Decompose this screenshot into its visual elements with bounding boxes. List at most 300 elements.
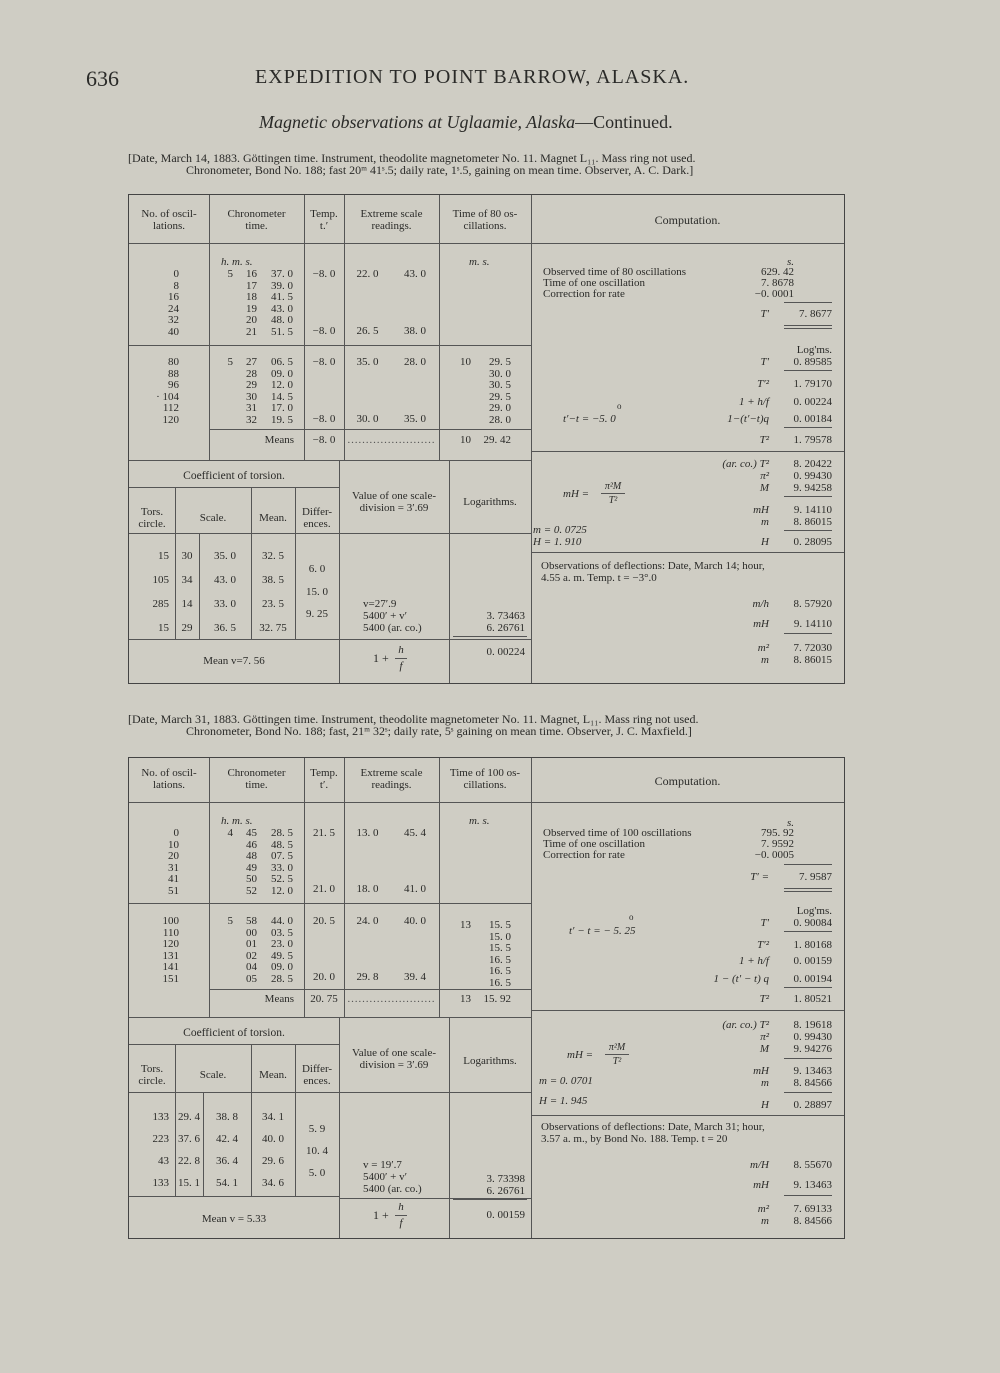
- cell: 48. 5: [271, 838, 293, 851]
- h-line: cillations.: [463, 778, 507, 791]
- cell: 28. 5: [271, 972, 293, 985]
- b1s2-time-s: [475, 357, 511, 426]
- cell: 10: [460, 356, 471, 368]
- log-label: m: [761, 516, 769, 528]
- cell: 21: [246, 325, 257, 338]
- h-value-scale: [339, 491, 449, 514]
- b1s2-m: [237, 357, 257, 426]
- cell: 15: [158, 622, 169, 634]
- log-value: 9. 94258: [793, 482, 832, 494]
- cell: 38. 8: [216, 1111, 238, 1123]
- h-diff: [295, 1064, 339, 1087]
- h-mean: Mean.: [259, 1069, 287, 1081]
- rule: [784, 370, 832, 371]
- frac-bar: [601, 493, 625, 494]
- cell: 10: [168, 838, 179, 851]
- rule: [251, 487, 252, 639]
- b2s2-m: [237, 916, 257, 985]
- means-time-s: 29. 42: [483, 434, 511, 446]
- defl-label: m/H: [750, 1159, 769, 1171]
- cell: 38. 0: [404, 325, 426, 337]
- cell: 32: [168, 314, 179, 326]
- cell: 43: [158, 1155, 169, 1167]
- defl-value: 8. 55670: [793, 1159, 832, 1171]
- cell: 18. 0: [356, 883, 379, 895]
- mH-eq: mH =: [567, 1049, 594, 1061]
- means-temp: 20. 75: [310, 993, 338, 1005]
- cell: 131: [162, 949, 179, 962]
- log-label: T²: [759, 434, 769, 446]
- h-time-osc: [439, 768, 531, 791]
- rule: [129, 1017, 531, 1018]
- v-5400: 5400′ + v′: [363, 610, 408, 622]
- t-minus-t: t′ − t = − 5. 25: [569, 925, 636, 937]
- cell: 19: [246, 302, 257, 315]
- defl-label: mH: [753, 618, 769, 630]
- means-temp: −8. 0: [312, 434, 336, 446]
- units-ms: m. s.: [469, 815, 490, 827]
- cell: 29. 8: [356, 971, 379, 983]
- rule: [784, 530, 832, 531]
- h-logs: Logarithms.: [463, 496, 517, 508]
- frac-f: f: [399, 660, 403, 672]
- cell: 34. 1: [262, 1111, 284, 1123]
- defl-label: m: [761, 654, 769, 666]
- rule: [129, 1092, 531, 1093]
- rule: [784, 1195, 832, 1196]
- cell: 21. 5: [313, 827, 335, 839]
- comp-line-label: Time of one oscillation: [543, 838, 645, 850]
- units-hms: h. m. s.: [221, 256, 253, 268]
- log-b: 6. 26761: [486, 1185, 525, 1197]
- cell: 0: [173, 827, 179, 839]
- log-value: 1. 80521: [793, 993, 832, 1005]
- cell: 36. 4: [216, 1155, 238, 1167]
- cell: 39. 4: [404, 971, 426, 983]
- dotted-filler: ……………………: [347, 434, 435, 446]
- rule: [531, 758, 532, 1238]
- rule: [531, 1010, 844, 1011]
- cell: 151: [162, 972, 179, 985]
- tprime-value: 7. 8677: [799, 308, 832, 320]
- cell: 29. 5: [489, 390, 511, 403]
- h-temp: [304, 768, 344, 791]
- cell: 133: [152, 1177, 169, 1189]
- mH-num: π²M: [604, 481, 622, 492]
- log-label: m: [761, 1077, 769, 1089]
- cell: 15. 1: [178, 1177, 200, 1189]
- cell: 22. 0: [356, 268, 379, 280]
- cell: · 104: [156, 390, 179, 403]
- cell: 14: [181, 598, 193, 610]
- log-a: 3. 73398: [486, 1173, 525, 1185]
- cell: 80: [168, 356, 179, 368]
- one-plus: 1 +: [373, 1208, 389, 1222]
- log-label: T′: [760, 356, 769, 368]
- cell: 54. 1: [216, 1177, 238, 1189]
- h-line: Extreme scale: [360, 767, 423, 779]
- rule: [209, 195, 210, 460]
- h-line: Time of 100 os-: [449, 767, 521, 779]
- cell: 29. 5: [489, 356, 511, 368]
- cell: 21. 0: [313, 883, 335, 895]
- cell: 20: [246, 314, 257, 326]
- h-line: division = 3′.69: [359, 501, 429, 514]
- cell: 13. 0: [356, 827, 379, 839]
- b2s1-osc: [139, 828, 179, 897]
- defl-label: m/h: [752, 598, 769, 610]
- cell: 14. 5: [271, 390, 293, 403]
- cell: −8. 0: [312, 268, 336, 280]
- h-line: readings.: [371, 778, 412, 791]
- b1s1-h: [221, 269, 233, 281]
- b2s1-s: [257, 828, 293, 897]
- cell: 31: [246, 402, 257, 414]
- rule: [439, 758, 440, 1017]
- v-arco: 5400 (ar. co.): [363, 1183, 422, 1195]
- defl-label: m: [761, 1215, 769, 1227]
- means-label: Means: [264, 993, 294, 1005]
- rule: [129, 460, 531, 461]
- log-label: H: [761, 1099, 769, 1111]
- b1s1-m: [237, 269, 257, 338]
- comp-line-label: Correction for rate: [543, 288, 625, 300]
- cell: 24: [168, 302, 179, 315]
- cell: 105: [152, 574, 169, 586]
- mean-v: Mean v = 5.33: [201, 1213, 267, 1225]
- cell: 26. 5: [356, 325, 379, 337]
- rule: [784, 633, 832, 634]
- h-line: circle.: [138, 517, 166, 530]
- b2s2-osc: [139, 916, 179, 985]
- h-line: Chronometer: [227, 767, 286, 779]
- dotted-filler: ……………………: [347, 993, 435, 1005]
- cell: 09. 0: [271, 367, 293, 380]
- log-value: 0. 00184: [793, 413, 832, 425]
- b1s2-osc: [139, 357, 179, 426]
- h-oscillations: [129, 209, 209, 232]
- subtitle-tail: —Continued.: [575, 112, 673, 132]
- log-c: 0. 00224: [486, 646, 525, 658]
- cell: 15. 0: [306, 586, 328, 598]
- h-chronometer: [209, 768, 304, 791]
- defl-label: mH: [753, 1179, 769, 1191]
- h-line: t.′: [319, 219, 329, 232]
- cell: 07. 5: [271, 850, 293, 862]
- cell: 16: [246, 268, 257, 280]
- log-label: (ar. co.) T²: [722, 458, 769, 470]
- cell: 02: [246, 949, 257, 962]
- cell: 28: [246, 367, 257, 380]
- torsion-title: Coefficient of torsion.: [183, 470, 285, 482]
- cell: 36. 5: [214, 622, 236, 634]
- log-c: 0. 00159: [486, 1209, 525, 1221]
- H-value: H = 1. 945: [539, 1095, 588, 1107]
- cell: 04: [246, 961, 257, 973]
- cell: 16: [168, 291, 179, 303]
- cell: 112: [162, 402, 179, 414]
- comp-line-value: 795. 92: [761, 827, 794, 839]
- h-line: circle.: [138, 1074, 166, 1087]
- rule: [129, 345, 531, 346]
- cell: 48. 0: [271, 314, 293, 326]
- cell: 5: [227, 268, 233, 280]
- h-line: Time of 80 os-: [452, 208, 518, 220]
- log-value: 1. 79578: [793, 434, 832, 446]
- rule: [784, 987, 832, 988]
- cell: 45: [246, 827, 257, 839]
- h-extreme: [344, 209, 439, 232]
- rule: [531, 195, 532, 683]
- h-line: division = 3′.69: [359, 1058, 429, 1071]
- cell: 20. 0: [313, 971, 335, 983]
- log-a: 3. 73463: [486, 610, 525, 622]
- h-line: time.: [245, 778, 268, 791]
- cell: 43. 0: [214, 574, 236, 586]
- log-value: 8. 86015: [793, 516, 832, 528]
- log-label: (ar. co.) T²: [722, 1019, 769, 1031]
- defl-label: m²: [757, 642, 769, 654]
- rule: [449, 1017, 450, 1238]
- cell: 32. 5: [262, 550, 284, 562]
- cell: 31: [168, 861, 179, 874]
- b1s1-osc: [139, 269, 179, 338]
- deflection-line2: 3.57 a. m., by Bond No. 188. Temp. t = 20: [541, 1133, 728, 1145]
- h-line: Temp.: [310, 208, 338, 220]
- h-line: Differ-: [301, 506, 333, 518]
- rule: [129, 487, 339, 488]
- log-label: 1 + h/f: [738, 955, 769, 967]
- b2s2-time-s: [475, 920, 511, 989]
- cell: 29. 6: [262, 1155, 284, 1167]
- cell: 09. 0: [271, 961, 293, 973]
- cell: 29. 0: [489, 402, 511, 414]
- log-value: 0. 99430: [793, 1031, 832, 1043]
- s-unit: s.: [786, 817, 794, 829]
- cell: 16. 5: [489, 976, 511, 989]
- cell: 27: [246, 356, 257, 368]
- cell: 40. 0: [262, 1133, 284, 1145]
- log-value: 9. 13463: [793, 1065, 832, 1077]
- cell: 41. 0: [404, 883, 426, 895]
- log-label: mH: [753, 504, 769, 516]
- cell: 16. 5: [489, 953, 511, 966]
- units-ms: m. s.: [469, 256, 490, 268]
- b2s2-h: [221, 916, 233, 928]
- cell: 37. 6: [178, 1133, 200, 1145]
- cell: 48: [246, 850, 257, 862]
- cell: 34. 6: [262, 1177, 284, 1189]
- defl-value: 7. 72030: [793, 642, 832, 654]
- rule: [129, 1196, 339, 1197]
- cell: 15. 0: [489, 930, 511, 943]
- cell: 12. 0: [271, 379, 293, 391]
- cell: −8. 0: [312, 325, 336, 337]
- h-line: time.: [245, 219, 268, 232]
- cell: 5. 9: [308, 1123, 326, 1135]
- cell: 30. 5: [489, 379, 511, 391]
- double-rule: [784, 888, 832, 892]
- H-value: H = 1. 910: [533, 536, 582, 548]
- cell: 13: [460, 919, 471, 931]
- one-plus: 1 +: [373, 651, 389, 665]
- cell: 5: [227, 356, 233, 368]
- mH-den: T²: [612, 1056, 622, 1067]
- m-value: m = 0. 0701: [539, 1075, 593, 1087]
- log-label: H: [761, 536, 769, 548]
- b2s2-s: [257, 916, 293, 985]
- frac-f: f: [399, 1217, 403, 1229]
- log-value: 9. 94276: [793, 1043, 832, 1055]
- log-value: 1. 79170: [793, 378, 832, 390]
- rule: [453, 1199, 527, 1200]
- cell: 6. 0: [308, 563, 326, 575]
- log-label: M: [759, 482, 769, 494]
- frac-bar: [605, 1054, 629, 1055]
- cell: 15. 5: [489, 919, 511, 931]
- block2-info-line1: [Date, March 31, 1883. Göttingen time. Instrument, theodolite magnetometer No. 11. Magnet, L₁₁. Mass ring not used.: [128, 712, 699, 726]
- cell: 223: [152, 1133, 169, 1145]
- v-arco: 5400 (ar. co.): [363, 622, 422, 634]
- log-b: 6. 26761: [486, 622, 525, 634]
- units-hms: h. m. s.: [221, 815, 253, 827]
- v-5400: 5400′ + v′: [363, 1171, 408, 1183]
- cell: 18: [246, 291, 257, 303]
- double-rule: [784, 325, 832, 329]
- h-line: readings.: [371, 219, 412, 232]
- rule: [129, 1044, 339, 1045]
- log-label: π²: [760, 470, 769, 482]
- defl-value: 8. 57920: [793, 598, 832, 610]
- logms: Log'ms.: [796, 344, 832, 356]
- cell: 05: [246, 972, 257, 985]
- log-label: mH: [753, 1065, 769, 1077]
- subtitle-italic: Magnetic observations at Uglaamie, Alaska: [259, 112, 576, 132]
- defl-value: 9. 14110: [793, 618, 832, 630]
- tprime-label: T′: [760, 308, 769, 320]
- v-value: v=27′.9: [363, 598, 397, 610]
- block2-info-line2: Chronometer, Bond No. 188; fast, 21ᵐ 32ˢ; daily rate, 5ˢ gaining on mean time. Observer, J. C. Maxfield.]: [186, 724, 692, 738]
- cell: 40: [168, 325, 179, 338]
- h-tors-circle: [129, 507, 175, 530]
- cell: 110: [162, 926, 179, 939]
- h-line: lations.: [152, 778, 186, 791]
- cell: 52: [246, 884, 257, 897]
- comp-line-label: Time of one oscillation: [543, 277, 645, 289]
- cell: 30. 0: [489, 367, 511, 380]
- means-time-m: 10: [460, 434, 471, 446]
- cell: 20. 5: [313, 915, 335, 927]
- cell: 23. 0: [271, 938, 293, 950]
- defl-label: m²: [757, 1203, 769, 1215]
- cell: 30. 0: [356, 413, 379, 425]
- log-value: 0. 89585: [793, 356, 832, 368]
- cell: 17: [246, 279, 257, 292]
- frac-h: h: [398, 1201, 404, 1213]
- cell: 32: [246, 413, 257, 426]
- h-line: Tors.: [140, 1063, 164, 1075]
- cell: 29: [246, 379, 257, 391]
- rule: [531, 451, 844, 452]
- section-subtitle: [259, 112, 673, 133]
- h-computation: Computation.: [654, 774, 721, 788]
- cell: 52. 5: [271, 873, 293, 885]
- h-line: Value of one scale-: [352, 1047, 436, 1059]
- cell: 28. 0: [404, 356, 426, 368]
- rule: [531, 1115, 844, 1116]
- torsion-title: Coefficient of torsion.: [183, 1027, 285, 1039]
- rule: [129, 533, 531, 534]
- rule: [129, 802, 844, 803]
- log-label: T′²: [757, 378, 769, 390]
- cell: 41. 5: [271, 291, 293, 303]
- h-line: Differ-: [301, 1063, 333, 1075]
- cell: 49. 5: [271, 949, 293, 962]
- comp-line-label: Observed time of 80 oscillations: [543, 266, 686, 278]
- cell: 45. 4: [404, 827, 426, 839]
- h-time-osc: [439, 209, 531, 232]
- cell: 20: [168, 850, 179, 862]
- cell: 5. 0: [308, 1167, 326, 1179]
- cell: 96: [168, 379, 179, 391]
- cell: 40. 0: [404, 915, 426, 927]
- h-scale: Scale.: [199, 512, 227, 524]
- cell: 35. 0: [214, 550, 236, 562]
- cell: 16. 5: [489, 965, 511, 977]
- mH-eq: mH =: [563, 488, 590, 500]
- cell: 88: [168, 367, 179, 380]
- h-line: No. of oscil-: [141, 767, 197, 779]
- s-unit: s.: [786, 256, 794, 268]
- cell: 06. 5: [271, 356, 293, 368]
- cell: 10. 4: [306, 1145, 328, 1157]
- deflection-line1: Observations of deflections: Date, March 31; hour,: [541, 1121, 765, 1133]
- cell: 51: [168, 884, 179, 897]
- cell: 29. 4: [178, 1111, 200, 1123]
- cell: 4: [227, 827, 233, 839]
- cell: 37. 0: [271, 268, 293, 280]
- mean-v: Mean v=7. 56: [203, 655, 265, 667]
- cell: 50: [246, 873, 257, 885]
- h-temp: [304, 209, 344, 232]
- cell: 39. 0: [271, 279, 293, 292]
- cell: 38. 5: [262, 574, 284, 586]
- comp-line-value: 7. 9592: [761, 838, 794, 850]
- rule: [784, 931, 832, 932]
- block1-table: [128, 194, 845, 684]
- cell: 33. 0: [214, 598, 236, 610]
- log-value: 8. 19618: [793, 1019, 832, 1031]
- h-line: Tors.: [140, 506, 164, 518]
- block1-info-line2: Chronometer, Bond No. 188; fast 20ᵐ 41ˢ.5; daily rate, 1ˢ.5, gaining on mean time. Observer, A. C. Dark.]: [186, 163, 694, 177]
- comp-line-label: Observed time of 100 oscillations: [543, 827, 692, 839]
- cell: 23. 5: [262, 598, 284, 610]
- cell: 12. 0: [271, 884, 293, 897]
- frac-bar: [395, 1215, 407, 1216]
- h-logs: Logarithms.: [463, 1055, 517, 1067]
- log-value: 8. 84566: [793, 1077, 832, 1089]
- cell: 22. 8: [178, 1155, 200, 1167]
- cell: 15: [158, 550, 169, 562]
- rule: [209, 989, 531, 990]
- cell: 01: [246, 938, 257, 950]
- h-tors-circle: [129, 1064, 175, 1087]
- frac-h: h: [398, 644, 404, 656]
- cell: 285: [152, 598, 169, 610]
- h-line: Chronometer: [227, 208, 286, 220]
- rule: [784, 302, 832, 303]
- b2s1-m: [237, 828, 257, 897]
